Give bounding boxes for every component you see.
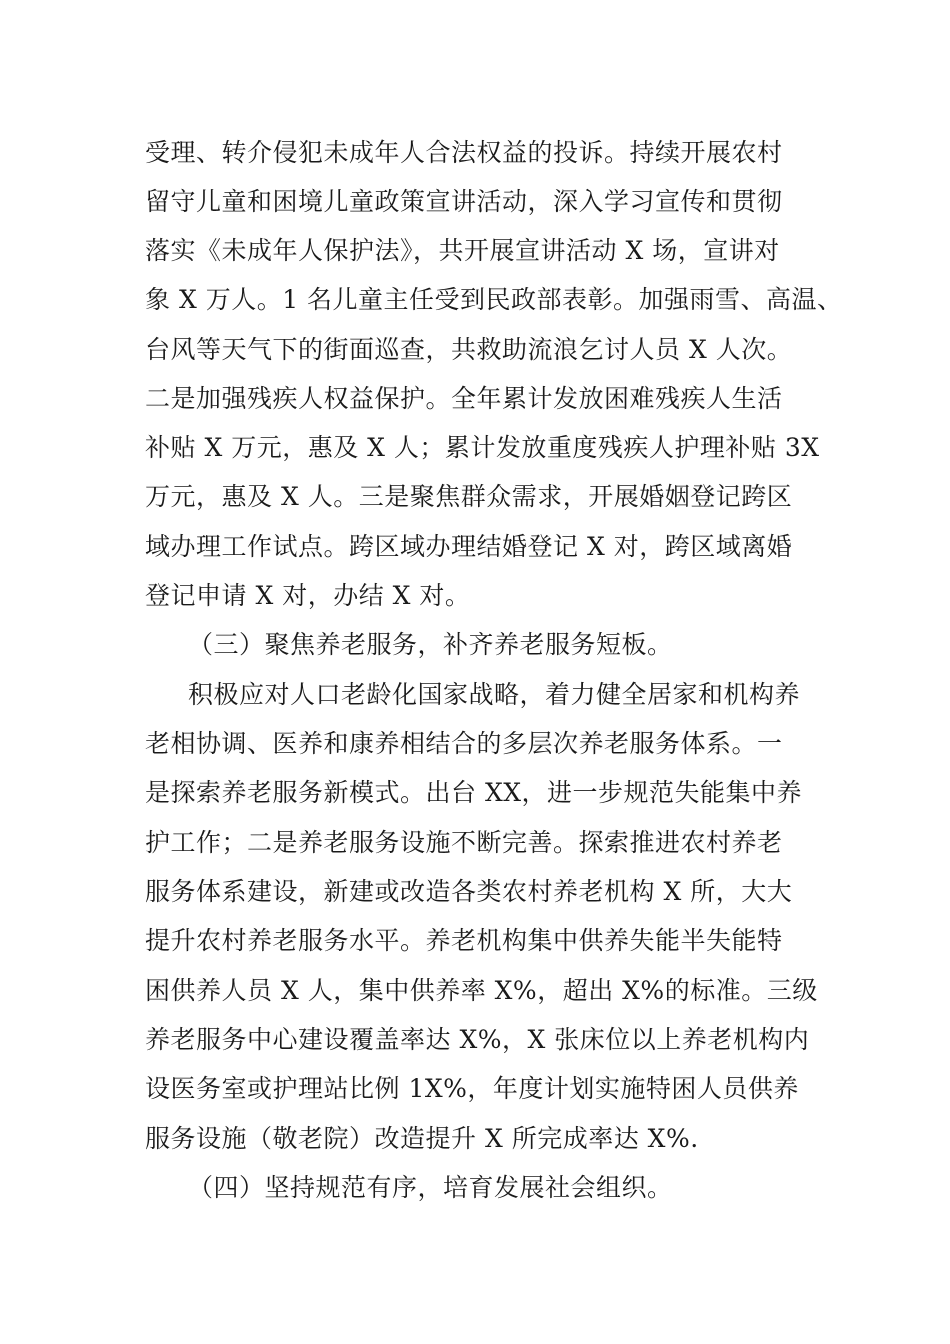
body-text-line: 台风等天气下的街面巡查，共救助流浪乞讨人员 X 人次。 (145, 335, 793, 364)
body-text-line: 二是加强残疾人权益保护。全年累计发放困难残疾人生活 (145, 384, 783, 413)
body-text-line: 服务设施（敬老院）改造提升 X 所完成率达 X%. (145, 1124, 699, 1153)
body-text-line: 补贴 X 万元，惠及 X 人；累计发放重度残疾人护理补贴 3X (145, 433, 820, 462)
body-text-line: 受理、转介侵犯未成年人合法权益的投诉。持续开展农村 (145, 138, 783, 167)
paragraph-first-line: 积极应对人口老龄化国家战略，着力健全居家和机构养 (188, 680, 801, 709)
body-text-line: 服务体系建设，新建或改造各类农村养老机构 X 所，大大 (145, 877, 793, 906)
body-text-line: 老相协调、医养和康养相结合的多层次养老服务体系。一 (145, 729, 783, 758)
body-text-line: 登记申请 X 对，办结 X 对。 (145, 581, 471, 610)
section-heading: （三）聚焦养老服务，补齐养老服务短板。 (188, 630, 673, 659)
body-text-line: 落实《未成年人保护法》，共开展宣讲活动 X 场，宣讲对 (145, 236, 780, 265)
section-heading: （四）坚持规范有序，培育发展社会组织。 (188, 1173, 673, 1202)
body-text-line: 困供养人员 X 人，集中供养率 X%，超出 X%的标准。三级 (145, 976, 818, 1005)
body-text-line: 象 X 万人。1 名儿童主任受到民政部表彰。加强雨雪、高温、 (145, 285, 843, 314)
body-text-line: 设医务室或护理站比例 1X%，年度计划实施特困人员供养 (145, 1074, 799, 1103)
body-text-line: 域办理工作试点。跨区域办理结婚登记 X 对，跨区域离婚 (145, 532, 793, 561)
body-text-line: 万元，惠及 X 人。三是聚焦群众需求，开展婚姻登记跨区 (145, 482, 793, 511)
body-text-line: 留守儿童和困境儿童政策宣讲活动，深入学习宣传和贯彻 (145, 187, 783, 216)
body-text-line: 提升农村养老服务水平。养老机构集中供养失能半失能特 (145, 926, 783, 955)
body-text-line: 护工作；二是养老服务设施不断完善。探索推进农村养老 (145, 828, 783, 857)
body-text-line: 是探索养老服务新模式。出台 XX，进一步规范失能集中养 (145, 778, 803, 807)
body-text-line: 养老服务中心建设覆盖率达 X%，X 张床位以上养老机构内 (145, 1025, 810, 1054)
